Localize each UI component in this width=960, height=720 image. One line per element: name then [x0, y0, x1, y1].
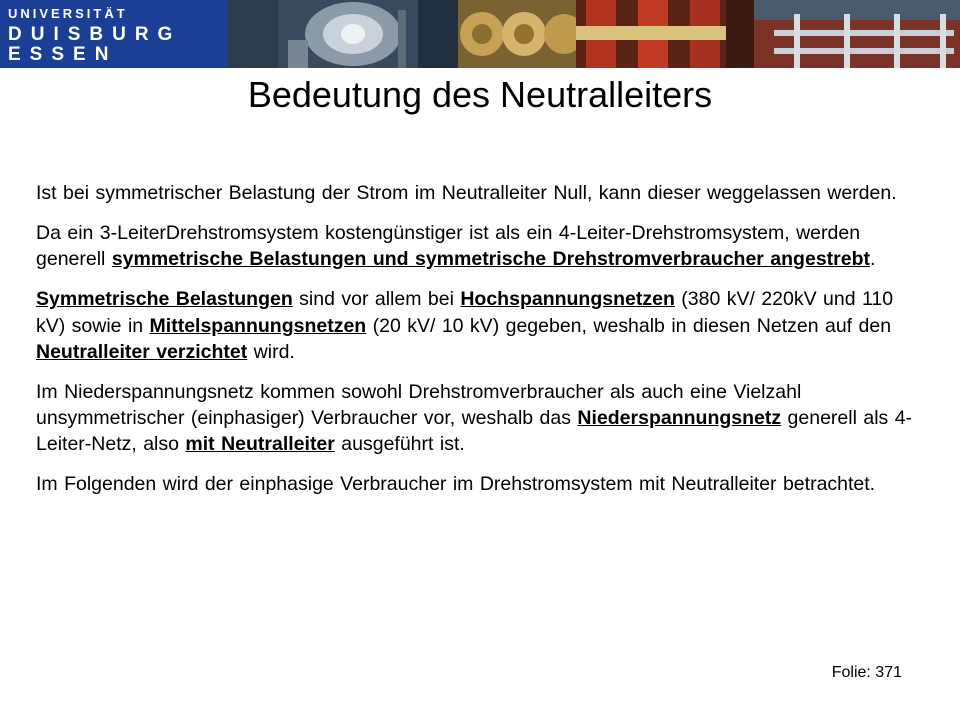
- logo-university-text: UNIVERSITÄT: [8, 6, 128, 21]
- header-photo-red-bushings: [576, 0, 754, 68]
- paragraph-4-emphasis-1: Niederspannungsnetz: [577, 406, 782, 429]
- paragraph-4: [36, 379, 916, 457]
- paragraph-3-text-4: wird.: [247, 340, 295, 363]
- paragraph-4-text-3: ausgeführt ist.: [334, 433, 465, 455]
- paragraph-2-text-2: .: [870, 248, 876, 271]
- paragraph-3-text-3: (20 kV/ 10 kV) gegeben, weshalb in diesen Netzen auf den: [366, 314, 892, 337]
- paragraph-3-emphasis-2: Hochspannungsnetzen: [460, 288, 675, 311]
- paragraph-1-text: Ist bei symmetrischer Belastung der Strom im Neutralleiter Null, kann dieser weggelassen werden.: [36, 182, 897, 204]
- logo-city1-text: DUISBURG: [8, 24, 182, 45]
- paragraph-1: [36, 180, 916, 206]
- paragraph-3-emphasis-4: Neutralleiter verzichtet: [36, 340, 248, 363]
- paragraph-4-text-1: Im Niederspannungsnetz kommen sowohl Drehstromverbraucher als auch eine Vielzahl unsymmetrischer (einphasiger) Verbraucher vor, weshalb das: [36, 380, 802, 429]
- slide-title: Bedeutung des Neutralleiters: [247, 74, 713, 115]
- paragraph-3-text-1: sind vor allem bei: [292, 288, 461, 311]
- header-photo-substation: [754, 0, 960, 68]
- paragraph-2-emphasis-1: symmetrische Belastungen und symmetrische Drehstromverbraucher angestrebt: [111, 248, 870, 271]
- paragraph-4-emphasis-2: mit Neutralleiter: [185, 433, 335, 455]
- paragraph-3-emphasis-3: Mittelspannungsnetzen: [149, 314, 367, 337]
- header-photo-hv-lab: [228, 0, 458, 68]
- paragraph-5-text: Im Folgenden wird der einphasige Verbraucher im Drehstromsystem mit Neutralleiter betrachtet.: [36, 473, 876, 496]
- paragraph-3: [36, 286, 916, 364]
- paragraph-2-text-1: Da ein 3-LeiterDrehstromsystem kostengünstiger ist als ein 4-Leiter-Drehstromsystem, werden generell: [36, 222, 861, 271]
- paragraph-5: [36, 471, 916, 497]
- university-logo[interactable]: [0, 0, 228, 68]
- logo-city2-text: ESSEN: [8, 44, 118, 65]
- paragraph-3-text-2: (380 kV/ 220kV und 110 kV) sowie in: [36, 288, 894, 337]
- header-banner: [0, 0, 960, 68]
- slide-number: Folie: 371: [831, 664, 902, 681]
- paragraph-2: [36, 220, 916, 272]
- paragraph-4-text-2: generell als 4-Leiter-Netz, also: [36, 406, 913, 455]
- header-photo-insulators: [458, 0, 576, 68]
- slide-body: [36, 180, 916, 511]
- paragraph-3-emphasis-1: Symmetrische Belastungen: [36, 288, 293, 311]
